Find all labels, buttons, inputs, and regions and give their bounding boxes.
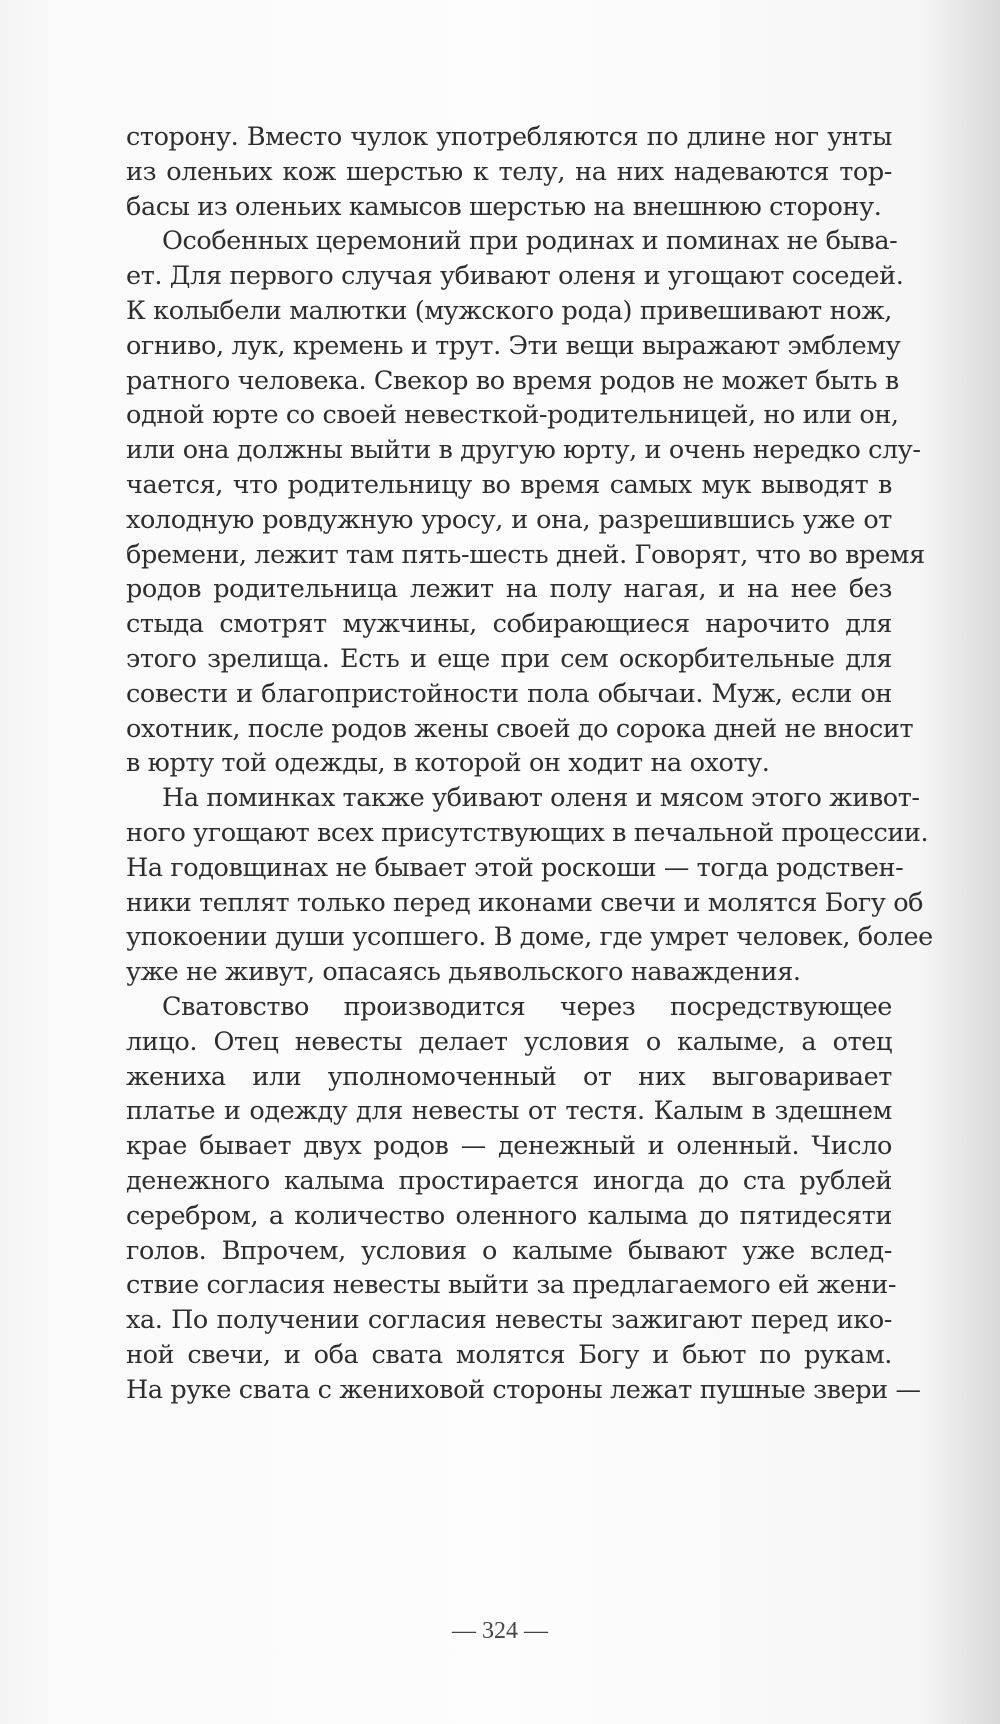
text-line: этого зрелища. Есть и еще при сем оскорбительные для bbox=[126, 643, 892, 674]
text-line: К колыбели малютки (мужского рода) привешивают нож, bbox=[126, 295, 892, 326]
text-line: стыда смотрят мужчины, собирающиеся нарочито для bbox=[126, 609, 892, 640]
text-line: крае бывает двух родов — денежный и оленный. Число bbox=[126, 1131, 892, 1162]
text-line: уже не живут, опасаясь дьявольского наваждения. bbox=[126, 957, 801, 988]
text-line: платье и одежду для невесты от тестя. Калым в здешнем bbox=[126, 1096, 892, 1127]
text-line: ха. По получении согласия невесты зажигают перед ико- bbox=[126, 1305, 892, 1336]
text-line: лицо. Отец невесты делает условия о калыме, а отец bbox=[126, 1026, 892, 1057]
text-line: ной свечи, и оба свата молятся Богу и бьют по рукам. bbox=[126, 1339, 892, 1370]
text-line: родов родительница лежит на полу нагая, и на нее без bbox=[126, 574, 892, 605]
text-line: Особенных церемоний при родинах и поминах не быва- bbox=[162, 226, 898, 257]
text-line: холодную ровдужную уросу, и она, разрешившись уже от bbox=[126, 504, 892, 535]
text-line: Сватовство производится через посредствующее bbox=[162, 991, 892, 1022]
text-line: серебром, а количество оленного калыма до пятидесяти bbox=[126, 1200, 892, 1231]
text-line: одной юрте со своей невесткой-родительницей, но или он, bbox=[126, 400, 899, 431]
text-line: На поминках также убивают оленя и мясом этого живот- bbox=[162, 783, 920, 814]
text-line: ного угощают всех присутствующих в печальной процессии. bbox=[126, 817, 929, 848]
text-line: На годовщинах не бывает этой роскоши — тогда родствен- bbox=[126, 852, 904, 883]
text-line: ники теплят только перед иконами свечи и молятся Богу об bbox=[126, 887, 924, 918]
text-line: ствие согласия невесты выйти за предлагаемого ей жени- bbox=[126, 1270, 897, 1301]
text-line: чается, что родительницу во время самых мук выводят в bbox=[126, 469, 892, 500]
text-line: или она должны выйти в другую юрту, и очень нередко слу- bbox=[126, 435, 921, 466]
text-line: ет. Для первого случая убивают оленя и угощают соседей. bbox=[126, 261, 904, 292]
text-line: совести и благопристойности пола обычаи. Муж, если он bbox=[126, 678, 892, 709]
text-line: из оленьих кож шерстью к телу, на них надеваются тор- bbox=[126, 156, 892, 187]
text-line: На руке свата с жениховой стороны лежат пушные звери — bbox=[126, 1374, 921, 1405]
text-line: охотник, после родов жены своей до сорока дней не вносит bbox=[126, 713, 914, 744]
text-line: голов. Впрочем, условия о калыме бывают уже вслед- bbox=[126, 1235, 892, 1266]
text-line: басы из оленьих камысов шерстью на внешнюю сторону. bbox=[126, 191, 882, 222]
text-line: ратного человека. Свекор во время родов не может быть в bbox=[126, 365, 899, 396]
page-body-text bbox=[126, 120, 933, 1407]
text-line: жениха или уполномоченный от них выговаривает bbox=[126, 1061, 892, 1092]
text-line: денежного калыма простирается иногда до ста рублей bbox=[126, 1165, 892, 1196]
text-line: сторону. Вместо чулок употребляются по длине ног унты bbox=[126, 122, 892, 152]
text-line: в юрту той одежды, в которой он ходит на охоту. bbox=[126, 748, 770, 779]
text-line: огниво, лук, кремень и трут. Эти вещи выражают эмблему bbox=[126, 330, 901, 361]
page-number: — 324 — bbox=[452, 1618, 548, 1644]
text-line: упокоении души усопшего. В доме, где умрет человек, более bbox=[126, 922, 933, 953]
text-line: бремени, лежит там пять-шесть дней. Говорят, что во время bbox=[126, 539, 925, 570]
